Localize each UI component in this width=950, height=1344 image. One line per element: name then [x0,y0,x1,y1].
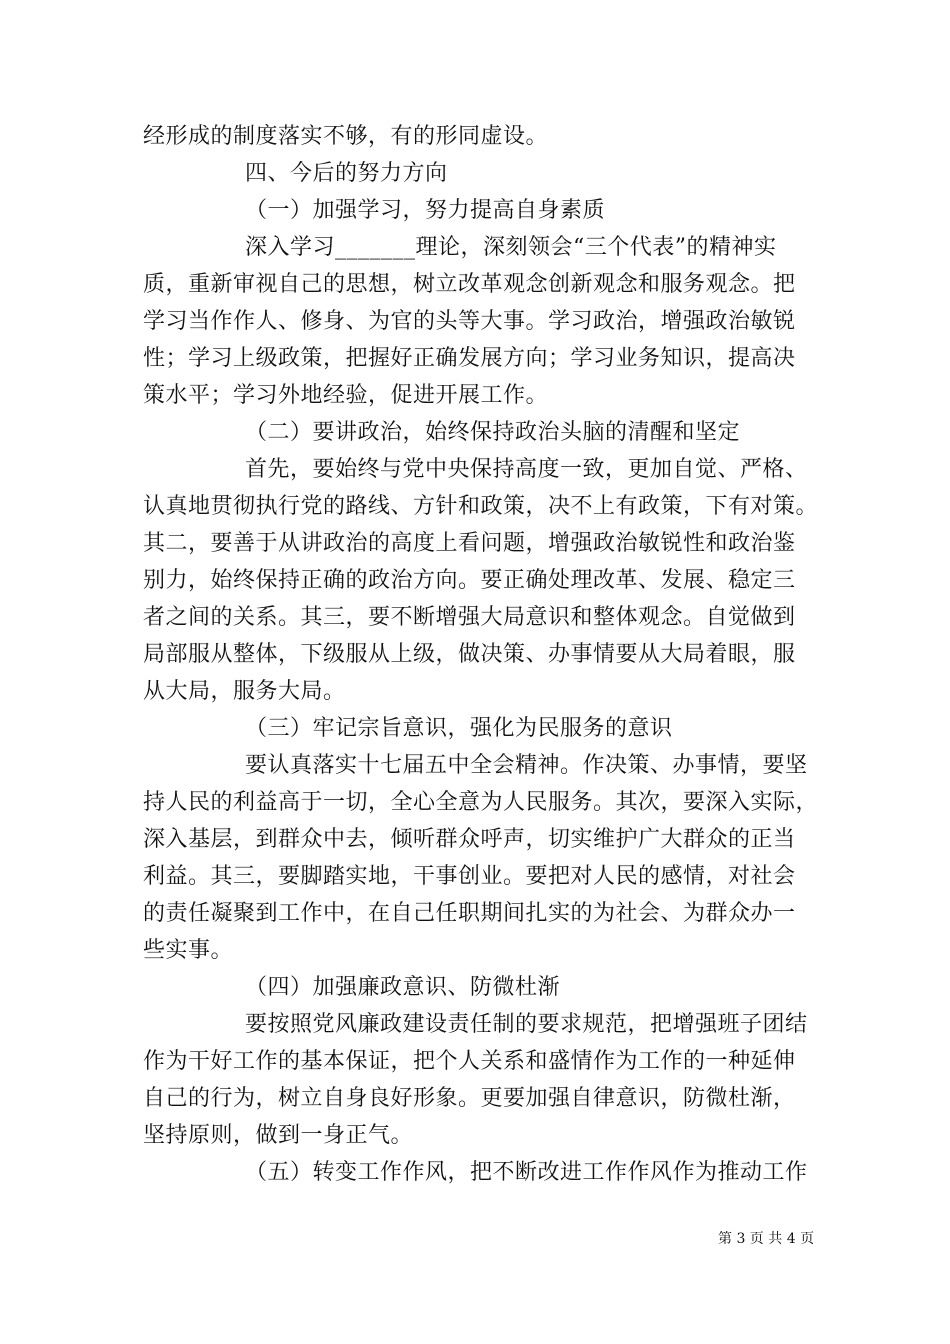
paragraph-line: 自己的行为，树立自身良好形象。更要加强自律意识，防微杜渐， [143,1086,796,1111]
paragraph-line: 质，重新审视自己的思想，树立改革观念创新观念和服务观念。把 [143,272,796,297]
paragraph-line: 首先，要始终与党中央保持高度一致，更加自觉、严格、 [245,457,808,482]
paragraph-line: 经形成的制度落实不够，有的形同虚设。 [143,124,549,149]
paragraph-line: 从大局，服务大局。 [143,679,346,704]
subsection-heading: （五）转变工作作风，把不断改进工作作风作为推动工作 [245,1160,808,1185]
paragraph-line: 策水平；学习外地经验，促进开展工作。 [143,383,549,408]
paragraph-line: 的责任凝聚到工作中，在自己任职期间扎实的为社会、为群众办一 [143,901,796,926]
page-number-footer: 第 3 页 共 4 页 [718,1231,815,1247]
subsection-heading: （三）牢记宗旨意识，强化为民服务的意识 [245,716,673,741]
subsection-heading: （四）加强廉政意识、防微杜渐 [245,975,561,1000]
section-heading: 四、今后的努力方向 [245,161,448,186]
paragraph-line: 持人民的利益高于一切，全心全意为人民服务。其次，要深入实际， [143,790,819,815]
paragraph-line: 者之间的关系。其三，要不断增强大局意识和整体观念。自觉做到 [143,605,796,630]
paragraph-line: 利益。其三，要脚踏实地，干事创业。要把对人民的感情，对社会 [143,864,796,889]
paragraph-line: 局部服从整体，下级服从上级，做决策、办事情要从大局着眼，服 [143,642,796,667]
paragraph-line: 深入学习_______理论，深刻领会“三个代表”的精神实 [245,235,777,260]
subsection-heading: （二）要讲政治，始终保持政治头脑的清醒和坚定 [245,420,741,445]
paragraph-line: 要认真落实十七届五中全会精神。作决策、办事情，要坚 [245,753,808,778]
paragraph-line: 作为干好工作的基本保证，把个人关系和盛情作为工作的一种延伸 [143,1049,796,1074]
paragraph-line: 坚持原则，做到一身正气。 [143,1123,414,1148]
paragraph-line: 深入基层，到群众中去，倾听群众呼声，切实维护广大群众的正当 [143,827,796,852]
paragraph-line: 别力，始终保持正确的政治方向。要正确处理改革、发展、稳定三 [143,568,796,593]
paragraph-line: 其二，要善于从讲政治的高度上看问题，增强政治敏锐性和政治鉴 [143,531,796,556]
subsection-heading: （一）加强学习，努力提高自身素质 [245,198,606,223]
paragraph-line: 学习当作作人、修身、为官的头等大事。学习政治，增强政治敏锐 [143,309,796,334]
paragraph-line: 认真地贯彻执行党的路线、方针和政策，决不上有政策，下有对策。 [143,494,819,519]
paragraph-line: 性；学习上级政策，把握好正确发展方向；学习业务知识，提高决 [143,346,796,371]
paragraph-line: 要按照党风廉政建设责任制的要求规范，把增强班子团结 [245,1012,808,1037]
paragraph-line: 些实事。 [143,938,234,963]
